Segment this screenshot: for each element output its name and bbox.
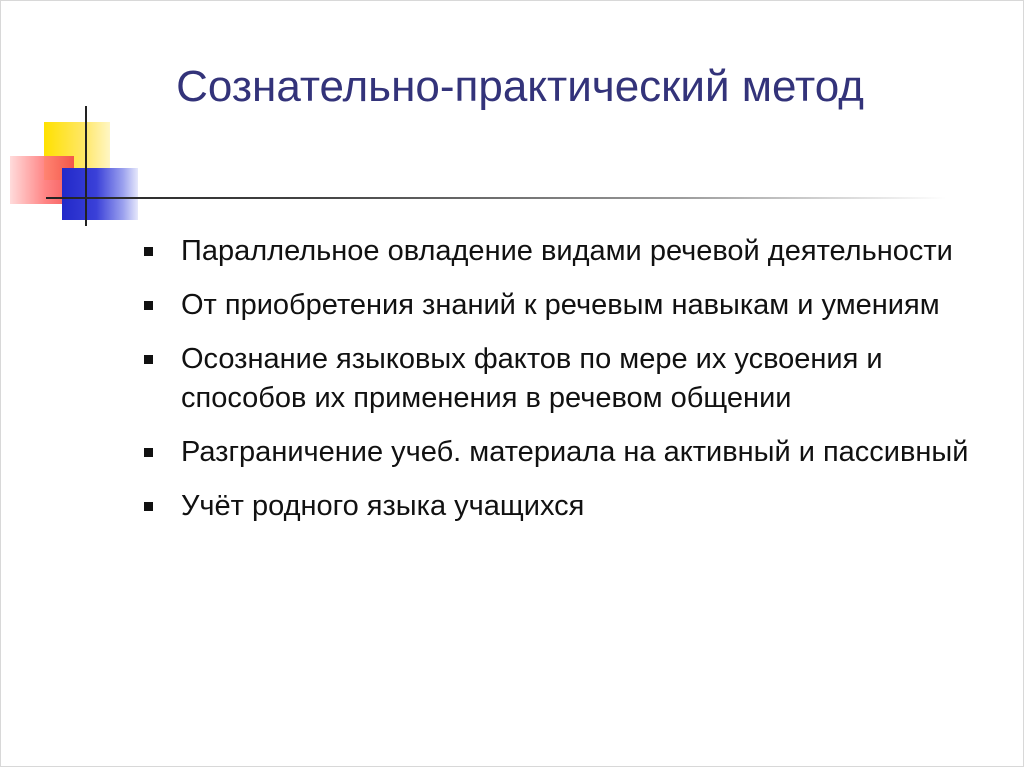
bullet-list — [144, 232, 994, 541]
list-item-text: Учёт родного языка учащихся — [181, 490, 585, 522]
bullet-square-icon — [144, 301, 153, 310]
list-item-text: Параллельное овладение видами речевой деятельности — [181, 235, 953, 267]
slide-title: Сознательно-практический метод — [176, 62, 864, 111]
bullet-square-icon — [144, 247, 153, 256]
bullet-square-icon — [144, 448, 153, 457]
list-item-text: Осознание языковых фактов по мере их усвоения и способов их применения в речевом общении — [181, 343, 883, 414]
list-item-text: От приобретения знаний к речевым навыкам и умениям — [181, 289, 940, 321]
list-item — [144, 487, 994, 526]
list-item — [144, 232, 994, 271]
ornament-blue-square — [62, 168, 138, 220]
title-underline — [46, 197, 946, 199]
list-item — [144, 340, 994, 418]
bullet-square-icon — [144, 355, 153, 364]
list-item — [144, 433, 994, 472]
bullet-square-icon — [144, 502, 153, 511]
list-item — [144, 286, 994, 325]
list-item-text: Разграничение учеб. материала на активный и пассивный — [181, 436, 969, 468]
ornament-vertical-line — [85, 106, 87, 226]
